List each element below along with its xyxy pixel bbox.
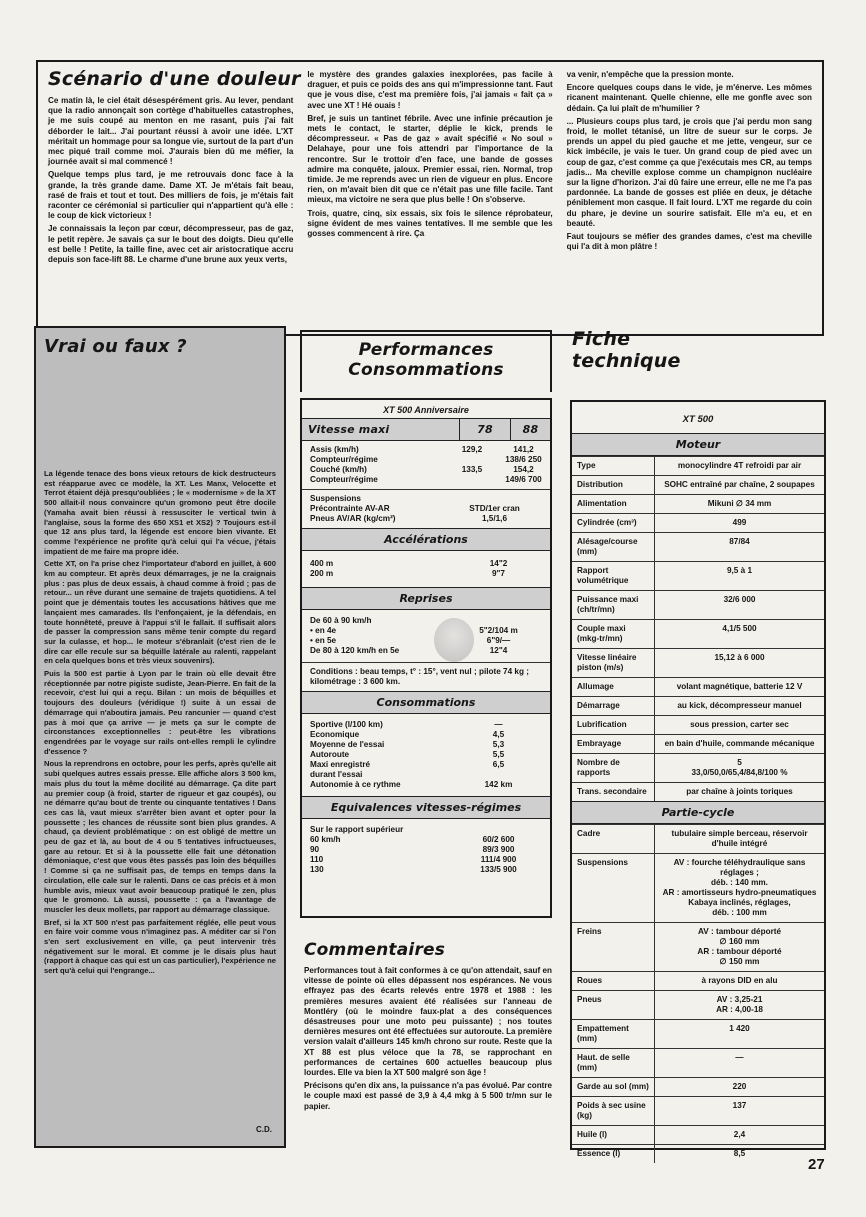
- spec-value: 4,1/5 500: [654, 620, 824, 648]
- spec-value: sous pression, carter sec: [654, 716, 824, 734]
- spec-label: Huile (l): [577, 1130, 608, 1139]
- reprises-header: Reprises: [302, 587, 550, 610]
- performances-header: [300, 330, 552, 392]
- spec-value: 15,12 à 6 000: [654, 649, 824, 677]
- fiche-technique-heading: [572, 328, 822, 372]
- scenario-column-2: [307, 70, 552, 268]
- spec-row: [572, 648, 824, 677]
- spec-label: Suspensions: [577, 858, 628, 867]
- spec-value: SOHC entraîné par chaîne, 2 soupapes: [654, 476, 824, 494]
- performances-table: [300, 398, 552, 918]
- consommations-title: Consommations: [348, 360, 504, 380]
- spec-row: [572, 990, 824, 1019]
- spec-row: [572, 677, 824, 696]
- vrai-paragraph: La légende tenace des bons vieux retours de kick destructeurs est réapparue avec ce modèle, la XT. Les Manx, Velocette et Terrot étaient déjà presqu'oubliées ; le « modernisme » de la XT 500 allait-il nous convaincre qu'un gromono peut être docile (Yamaha avait bien réussi à ressusciter le vertical twin à l'anglaise, sous la forme des 650 XS1 et XS2) ? Toujours est-il que 12 ans plus tard, la légende est encore bien vivante. Et comme l'expérience ne profite qu'à celui qui l'a vécue, j'étais impatient de me faire ma propre idée.: [44, 469, 276, 556]
- fiche-model: XT 500: [682, 414, 714, 425]
- page-number: 27: [808, 1156, 825, 1173]
- spec-label: Rapport volumétrique: [577, 566, 629, 585]
- spec-label: Haut. de selle (mm): [577, 1053, 630, 1072]
- performances-title: Performances: [358, 340, 494, 360]
- spec-label: Puissance maxi (ch/tr/mn): [577, 595, 639, 614]
- spec-label: Cadre: [577, 829, 601, 838]
- spec-value: 9,5 à 1: [654, 562, 824, 590]
- spec-value: AV : 3,25-21 AR : 4,00-18: [654, 991, 824, 1019]
- spec-label: Roues: [577, 976, 603, 985]
- scenario-column-1: [48, 96, 293, 268]
- acceleration-labels: 400 m 200 m: [310, 559, 334, 578]
- equivalence-values: 60/2 600 89/3 900 111/4 900 133/5 900: [480, 835, 517, 874]
- spec-row: [572, 494, 824, 513]
- vrai-ou-faux-box: [34, 326, 286, 1148]
- spec-value: par chaîne à joints toriques: [654, 783, 824, 801]
- spec-value: tubulaire simple berceau, réservoir d'huile intégré: [654, 825, 824, 853]
- spec-value: AV : tambour déporté ∅ 160 mm AR : tambour déporté ∅ 150 mm: [654, 923, 824, 971]
- spec-value: en bain d'huile, commande mécanique: [654, 735, 824, 753]
- moteur-rows: [572, 456, 824, 801]
- scenario-paragraph: Trois, quatre, cinq, six essais, six fois le silence réprobateur, signe évident de mes vaines tentatives. Il me semble que les gosses commencent à rire. Ça: [307, 208, 553, 239]
- spec-row: [572, 734, 824, 753]
- spec-value: 137: [654, 1097, 824, 1125]
- spec-value: —: [654, 1049, 824, 1077]
- scenario-paragraph: Bref, je suis un tantinet fébrile. Avec une infinie précaution je mets le contact, le starter, déplie le kick, prends le décompresseur. « Pas de gaz » avait spécifié « No soul » Delahaye, pour une fois attendri par l'importance de la rencontre. Sur le trottoir d'en face, une bande de gosses admire ma conquête, jaloux. Premier essai, rien. Normal, trop timide. Je me reprends avec un rien de vigueur en plus. Encore rien, on m'avait bien dit que ce n'était pas une fille facile. Tant mieux, ma victoire ne sera que plus belle ! On s'observe.: [307, 113, 553, 205]
- spec-label: Distribution: [577, 480, 623, 489]
- col-78: 78: [459, 419, 510, 440]
- spec-row: [572, 753, 824, 782]
- spec-value: au kick, décompresseur manuel: [654, 697, 824, 715]
- scenario-paragraph: Quelque temps plus tard, je me retrouvais donc face à la grande, la très grande dame. Dame XT. Je m'étais fait beau, rasé de frais et tout et tout. Des milliers de fois, je m'étais fait raconter ce cérémonial si particulier qui n'appartient qu'à elle : le coup de kick victorieux !: [48, 170, 294, 221]
- spec-label: Alésage/course (mm): [577, 537, 638, 556]
- spec-label: Cylindrée (cm³): [577, 518, 637, 527]
- commentaire-paragraph: Performances tout à fait conformes à ce qu'on attendait, sauf en vitesse de pointe où elles dépassent nos espérances. Ne vous effrayez pas des écarts relevés entre 1978 et 1988 : les premières mesures avaient été réalisées sur l'anneau de Montléry (où le moindre faux-plat a des conséquences désastreuses pour une moto peu puissante) ; nos toutes dernières mesures ont été effectuées sur autoroute. La première version valait d'ailleurs 145 km/h chrono sur route. Reste que la XT 88 est plus véloce que la 78, se rapprochant en performances de certaines 600 actuelles beaucoup plus lourdes. Elle va bien la XT 500 malgré son âge !: [304, 966, 552, 1078]
- vitesse-78-values: 129,2 133,5: [461, 445, 483, 474]
- spec-row: [572, 532, 824, 561]
- scenario-paragraph: le mystère des grandes galaxies inexplorées, pas facile à draguer, et puis ce poids des ans qui m'impressionne tant. Faut que je vous dise, c'est ma première fois, j'ai jamais « fait ça » avec une XT ! Hé ouais !: [307, 70, 553, 110]
- spec-label: Empattement (mm): [577, 1024, 629, 1043]
- fiche-technique-table: [570, 400, 826, 1158]
- spec-value: 5 33,0/50,0/65,4/84,8/100 %: [654, 754, 824, 782]
- vrai-paragraph: Cette XT, on l'a prise chez l'importateur d'abord en juillet, à 600 km au compteur. Et après deux démarrages, je ne la craignais plus : pas plus de deux essais, à chaud comme à froid ; pas de retour... un rêve durant une semaine de trajets quotidiens. A tel point que je démentais toutes les accusations hâtives que me lançaient mes camarades. Ils l'enfonçaient, je la défendais, en toute honnêteté, preuve à l'appui s'il le fallait. Il suffisait alors de passer la compression sans même tenir compte du regard sur la culasse, et hop... le moteur s'ébranlait (c'est rien de le dire car elle recule sur sa béquille latérale au ralenti, rappelant en cela quelques bons et très vieux souvenirs).: [44, 559, 276, 666]
- spec-row: [572, 475, 824, 494]
- suspension-labels: Suspensions Précontrainte AV-AR Pneus AV/AR (kg/cm²): [310, 494, 396, 523]
- spec-label: Lubrification: [577, 720, 627, 729]
- vrai-paragraph: Nous la reprendrons en octobre, pour les perfs, après qu'elle ait subi quelques autres essais presse. Elle affiche alors 3 500 km, mais plus du tout la même docilité au démarrage. Ça dite part au premier coup (à froid, starter de rigueur et gaz coupés), ou ne démarre qu'au bout de trente ou cinquante tentatives ! Dans ces cas là, vaut mieux s'arrêter bien avant et opter pour la poussette ; les chances de réussite sont bien plus grandes. A chaud, ça devient problématique : on est obligé de mettre un peu de gaz et là, au bout de 4 ou 5 tentatives infructueuses, gare au retour. Et si à la poussette elle fait une détonation démoniaque, c'est que vous êtes passés pas loin des béquilles ! Comme si ça ne suffisait pas, de temps en temps dans la circulation, elle cale sur le ralenti. Dans ce cas précis et à mon humble avis, mieux vaut avoir beaucoup pratiqué le zen, plus que le gromono. Là aussi, poussette : ça a l'avantage de muscler les deux mollets, par rapport au démarrage classique.: [44, 759, 276, 914]
- spec-value: 32/6 000: [654, 591, 824, 619]
- spec-value: AV : fourche téléhydraulique sans réglages ; déb. : 140 mm. AR : amortisseurs hydro-pneumatiques Kabaya inclinés, réglages, déb. : 100 mm: [654, 854, 824, 922]
- vitesse-labels: Assis (km/h) Compteur/régime Couché (km/h) Compteur/régime: [310, 445, 378, 484]
- scenario-box: [36, 60, 824, 336]
- spec-row: [572, 971, 824, 990]
- accelerations-header: Accélérations: [302, 528, 550, 551]
- spec-row: [572, 922, 824, 971]
- spec-label: Allumage: [577, 682, 614, 691]
- perf-model: XT 500 Anniversaire: [383, 405, 469, 415]
- acceleration-values: 14"2 9"7: [489, 559, 508, 578]
- scenario-paragraph: va venir, n'empêche que la pression monte.: [566, 70, 734, 79]
- partie-cycle-header: Partie-cycle: [572, 801, 824, 824]
- equivalence-labels: Sur le rapport supérieur 60 km/h 90 110 130: [310, 825, 404, 874]
- vitesse-maxi-header: Vitesse maxi: [308, 423, 390, 436]
- spec-label: Freins: [577, 927, 602, 936]
- spec-value: 87/84: [654, 533, 824, 561]
- spec-label: Trans. secondaire: [577, 787, 647, 796]
- consommation-values: — 4,5 5,3 5,5 6,5 142 km: [484, 720, 513, 789]
- vrai-paragraph: Puis la 500 est partie à Lyon par le train où elle devait être réceptionnée par notre pigiste sudiste, Jean-Pierre. En fait de la recevoir, c'est lui qui a reçu. Bilan : un mois de béquilles et toujours des douleurs (véridique !) suite à un essai de démarrage qui n'aboutira jamais. Peu rancunier — quand c'est pas à moi que ça arrive — je mets ça sur le compte de circonstances exceptionnelles : peut-être les vibrations engendrées par le voyage sur rails ont-elles rempli le cylindre d'essence ?: [44, 669, 276, 756]
- reprises-values: 5"2/104 m 6"9/— 12"4: [479, 626, 518, 655]
- spec-label: Essence (l): [577, 1149, 621, 1158]
- consommations-header: Consommations: [302, 691, 550, 714]
- reprises-labels: De 60 à 90 km/h • en 4e • en 5e De 80 à 120 km/h en 5e: [310, 616, 400, 655]
- spec-row: [572, 715, 824, 734]
- spec-row: [572, 1019, 824, 1048]
- spec-label: Nombre de rapports: [577, 758, 620, 777]
- moteur-header: Moteur: [572, 433, 824, 456]
- vrai-paragraph: Bref, si la XT 500 n'est pas parfaitement réglée, elle peut vous en faire voir comme vous n'imaginez pas. A méditer car si l'on s'en sert exclusivement en ville, ça peut intervenir très négativement sur le moral. Et comme je le disais plus haut (rapport à chaque cas qui est un cas particulier), l'expérience ne sert qu'à celui qui l'engrange...: [44, 917, 276, 976]
- spec-value: 2,4: [654, 1126, 824, 1144]
- conditions-text: Conditions : beau temps, t° : 15°, vent nul ; pilote 74 kg ; kilométrage : 3 600 km.: [302, 662, 550, 691]
- suspension-values: STD/1er cran 1,5/1,6: [469, 504, 520, 523]
- spec-row: [572, 590, 824, 619]
- spec-label: Couple maxi (mkg-tr/mn): [577, 624, 626, 643]
- scenario-paragraph: Je connaissais la leçon par cœur, décompresseur, pas de gaz, le petit repère. Je savais ça sur le bout des doigts. Dieu qu'elle est belle ! Petite, la taille fine, avec cet air aristocratique accru depuis son face-lift 88. Le charme d'une brune aux yeux verts,: [48, 224, 294, 265]
- portrait-watermark-icon: [434, 618, 474, 662]
- scenario-paragraph: Ce matin là, le ciel était désespérément gris. Au lever, pendant que la radio annonçait son cortège d'habituelles catastrophes, je me suis coupé au menton en me rasant, puis j'ai fait déborder le lait... J'ai pourtant réussi à avoir une idée. L'XT méritait un hommage pour sa longue vie, surtout de la part d'un mec piqué trail comme moi. J'aurais bien dû me méfier, la journée avait si mal commencé !: [48, 96, 294, 167]
- spec-label: Embrayage: [577, 739, 622, 748]
- spec-label: Garde au sol (mm): [577, 1082, 649, 1091]
- spec-row: [572, 456, 824, 475]
- equivalences-header: Equivalences vitesses-régimes: [302, 796, 550, 819]
- spec-label: Pneus: [577, 995, 602, 1004]
- vrai-ou-faux-title: Vrai ou faux ?: [44, 336, 187, 357]
- spec-value: Mikuni ∅ 34 mm: [654, 495, 824, 513]
- vitesse-88-values: 141,2 138/6 250 154,2 149/6 700: [505, 445, 542, 484]
- spec-row: [572, 1144, 824, 1163]
- col-88: 88: [510, 419, 550, 440]
- scenario-column-3: [567, 70, 812, 268]
- spec-row: [572, 1077, 824, 1096]
- fiche-title: Fiche: [572, 328, 631, 350]
- spec-value: monocylindre 4T refroidi par air: [654, 457, 824, 475]
- spec-row: [572, 1125, 824, 1144]
- spec-label: Alimentation: [577, 499, 627, 508]
- commentaires-section: [304, 940, 552, 1115]
- spec-value: 8,5: [654, 1145, 824, 1163]
- spec-row: [572, 824, 824, 853]
- spec-value: 220: [654, 1078, 824, 1096]
- spec-row: [572, 853, 824, 922]
- signature: C.D.: [256, 1125, 272, 1134]
- scenario-paragraph: Faut toujours se méfier des grandes dames, c'est ma cheville qui l'a dit à mon plâtre !: [566, 232, 812, 252]
- spec-label: Poids à sec usine (kg): [577, 1101, 646, 1120]
- spec-value: 499: [654, 514, 824, 532]
- spec-row: [572, 1096, 824, 1125]
- commentaire-paragraph: Précisons qu'en dix ans, la puissance n'a pas évolué. Par contre le couple maxi est passé de 3,9 à 4,4 mkg à 5 500 tr/mn sur le papier.: [304, 1081, 552, 1111]
- scenario-title: Scénario d'une douleur: [48, 68, 301, 90]
- scenario-paragraph: ... Plusieurs coups plus tard, je crois que j'ai perdu mon sang froid, le mollet tétanisé, un litre de sueur sur le corps. Je prends un appel du pied gauche et me jette, vengeur, sur ce kick imbécile, je vais le tuer. Un grand coup de pied avec un coup de gaz, c'est comme ça que j'exécutais mes CR, au temps jadis... Ma cheville explose comme un champignon nucléaire sur la ligne d'horizon. J'ai dû faire une erreur, elle ne me l'a pas pardonnée. La bande de gosses est pliée en deux, je détache péniblement mon casque. Il fait lourd. L'XT me regarde du coin du phare, je devine un sourire satisfait. Elle m'a eu, et en beauté.: [566, 116, 812, 228]
- partie-cycle-rows: [572, 824, 824, 1163]
- consommation-labels: Sportive (l/100 km) Economique Moyenne de l'essai Autoroute Maxi enregistré durant l'essai Autonomie à ce rythme: [310, 720, 401, 789]
- spec-value: à rayons DID en alu: [654, 972, 824, 990]
- spec-row: [572, 619, 824, 648]
- spec-row: [572, 1048, 824, 1077]
- commentaires-title: Commentaires: [304, 940, 446, 960]
- spec-value: 1 420: [654, 1020, 824, 1048]
- spec-label: Vitesse linéaire piston (m/s): [577, 653, 637, 672]
- spec-row: [572, 782, 824, 801]
- spec-label: Démarrage: [577, 701, 620, 710]
- scenario-paragraph: Encore quelques coups dans le vide, je m'énerve. Les mômes ricanent maintenant. Quelle chienne, elle me gonfle avec son dédain. Ça lui plaît de m'humilier ?: [566, 83, 812, 113]
- spec-value: volant magnétique, batterie 12 V: [654, 678, 824, 696]
- spec-row: [572, 513, 824, 532]
- spec-label: Type: [577, 461, 596, 470]
- spec-row: [572, 561, 824, 590]
- spec-row: [572, 696, 824, 715]
- technique-title: technique: [572, 350, 681, 372]
